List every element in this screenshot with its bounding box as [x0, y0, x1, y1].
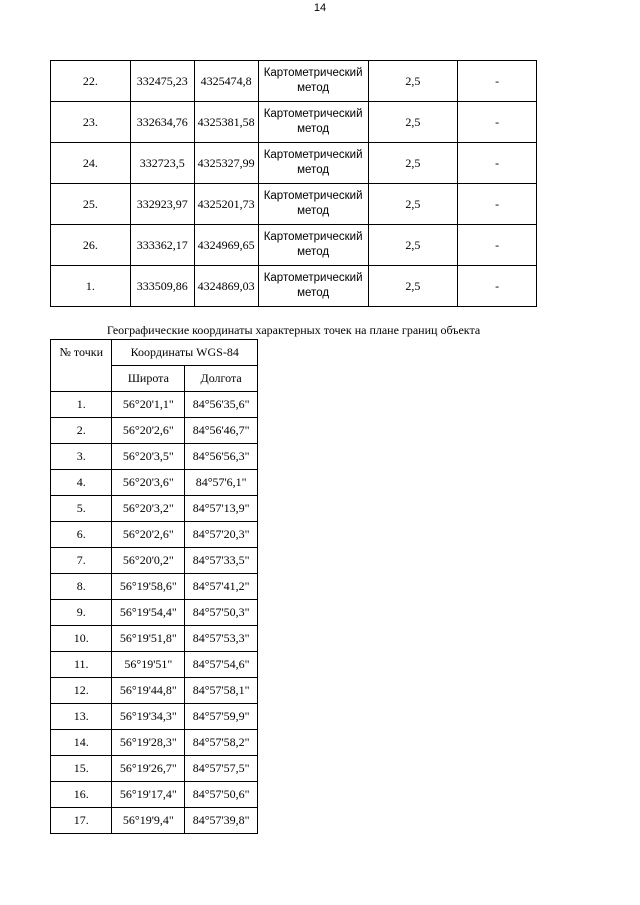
method-cell: Картометрический метод	[258, 266, 368, 307]
points-table	[50, 60, 537, 307]
longitude-cell: 84°57'53,3"	[185, 626, 258, 652]
x-coordinate-cell: 333362,17	[130, 225, 194, 266]
longitude-cell: 84°57'50,6"	[185, 782, 258, 808]
latitude-cell: 56°20'1,1"	[112, 392, 185, 418]
longitude-cell: 84°57'59,9"	[185, 704, 258, 730]
point-number-cell: 16.	[51, 782, 112, 808]
point-number-cell: 7.	[51, 548, 112, 574]
table-row	[51, 548, 258, 574]
table-row	[51, 143, 537, 184]
point-number-cell: 17.	[51, 808, 112, 834]
longitude-cell: 84°56'56,3"	[185, 444, 258, 470]
point-number-cell: 26.	[51, 225, 131, 266]
point-number-cell: 8.	[51, 574, 112, 600]
table-row	[51, 704, 258, 730]
method-cell: Картометрический метод	[258, 61, 368, 102]
table-row	[51, 730, 258, 756]
table-row	[51, 102, 537, 143]
point-number-cell: 25.	[51, 184, 131, 225]
longitude-cell: 84°57'20,3"	[185, 522, 258, 548]
geo-table-body	[51, 392, 258, 834]
table-row	[51, 808, 258, 834]
precision-cell: 2,5	[368, 225, 458, 266]
header-longitude: Долгота	[185, 366, 258, 392]
latitude-cell: 56°20'3,6"	[112, 470, 185, 496]
point-number-cell: 15.	[51, 756, 112, 782]
page-number: 14	[313, 2, 327, 14]
table-row	[51, 626, 258, 652]
method-cell: Картометрический метод	[258, 225, 368, 266]
precision-cell: 2,5	[368, 266, 458, 307]
note-cell: -	[458, 61, 537, 102]
latitude-cell: 56°19'9,4"	[112, 808, 185, 834]
table-row	[51, 444, 258, 470]
longitude-cell: 84°56'46,7"	[185, 418, 258, 444]
table-row	[51, 600, 258, 626]
latitude-cell: 56°20'0,2"	[112, 548, 185, 574]
point-number-cell: 11.	[51, 652, 112, 678]
table-row	[51, 392, 258, 418]
latitude-cell: 56°20'2,6"	[112, 522, 185, 548]
precision-cell: 2,5	[368, 102, 458, 143]
y-coordinate-cell: 4325381,58	[194, 102, 258, 143]
point-number-cell: 13.	[51, 704, 112, 730]
longitude-cell: 84°57'54,6"	[185, 652, 258, 678]
note-cell: -	[458, 102, 537, 143]
latitude-cell: 56°19'34,3"	[112, 704, 185, 730]
longitude-cell: 84°56'35,6"	[185, 392, 258, 418]
header-point-number: № точки	[51, 340, 112, 392]
method-cell: Картометрический метод	[258, 184, 368, 225]
latitude-cell: 56°20'3,5"	[112, 444, 185, 470]
point-number-cell: 14.	[51, 730, 112, 756]
y-coordinate-cell: 4324969,65	[194, 225, 258, 266]
y-coordinate-cell: 4325474,8	[194, 61, 258, 102]
longitude-cell: 84°57'41,2"	[185, 574, 258, 600]
latitude-cell: 56°20'3,2"	[112, 496, 185, 522]
point-number-cell: 4.	[51, 470, 112, 496]
table-row	[51, 470, 258, 496]
precision-cell: 2,5	[368, 143, 458, 184]
longitude-cell: 84°57'39,8"	[185, 808, 258, 834]
table-row	[51, 184, 537, 225]
geo-table-caption: Географические координаты характерных точек на плане границ объекта	[106, 323, 481, 337]
point-number-cell: 12.	[51, 678, 112, 704]
geo-coordinates-table	[50, 339, 258, 834]
geo-table-header-row	[51, 340, 258, 366]
point-number-cell: 6.	[51, 522, 112, 548]
longitude-cell: 84°57'33,5"	[185, 548, 258, 574]
longitude-cell: 84°57'50,3"	[185, 600, 258, 626]
x-coordinate-cell: 332634,76	[130, 102, 194, 143]
point-number-cell: 3.	[51, 444, 112, 470]
table-row	[51, 756, 258, 782]
header-latitude: Широта	[112, 366, 185, 392]
latitude-cell: 56°19'28,3"	[112, 730, 185, 756]
x-coordinate-cell: 332723,5	[130, 143, 194, 184]
note-cell: -	[458, 184, 537, 225]
latitude-cell: 56°19'58,6"	[112, 574, 185, 600]
y-coordinate-cell: 4325327,99	[194, 143, 258, 184]
point-number-cell: 1.	[51, 266, 131, 307]
longitude-cell: 84°57'58,1"	[185, 678, 258, 704]
points-table-body	[51, 61, 537, 307]
table-row	[51, 782, 258, 808]
point-number-cell: 9.	[51, 600, 112, 626]
table-row	[51, 266, 537, 307]
longitude-cell: 84°57'57,5"	[185, 756, 258, 782]
table-row	[51, 225, 537, 266]
point-number-cell: 23.	[51, 102, 131, 143]
note-cell: -	[458, 266, 537, 307]
note-cell: -	[458, 143, 537, 184]
longitude-cell: 84°57'58,2"	[185, 730, 258, 756]
table-row	[51, 652, 258, 678]
latitude-cell: 56°19'17,4"	[112, 782, 185, 808]
point-number-cell: 24.	[51, 143, 131, 184]
method-cell: Картометрический метод	[258, 102, 368, 143]
point-number-cell: 1.	[51, 392, 112, 418]
precision-cell: 2,5	[368, 61, 458, 102]
point-number-cell: 10.	[51, 626, 112, 652]
table-row	[51, 61, 537, 102]
latitude-cell: 56°19'54,4"	[112, 600, 185, 626]
longitude-cell: 84°57'6,1"	[185, 470, 258, 496]
longitude-cell: 84°57'13,9"	[185, 496, 258, 522]
note-cell: -	[458, 225, 537, 266]
latitude-cell: 56°19'26,7"	[112, 756, 185, 782]
x-coordinate-cell: 332923,97	[130, 184, 194, 225]
point-number-cell: 5.	[51, 496, 112, 522]
point-number-cell: 2.	[51, 418, 112, 444]
table-row	[51, 574, 258, 600]
latitude-cell: 56°19'51"	[112, 652, 185, 678]
point-number-cell: 22.	[51, 61, 131, 102]
latitude-cell: 56°19'51,8"	[112, 626, 185, 652]
latitude-cell: 56°20'2,6"	[112, 418, 185, 444]
table-row	[51, 418, 258, 444]
header-coordinates: Координаты WGS-84	[112, 340, 258, 366]
table-row	[51, 522, 258, 548]
latitude-cell: 56°19'44,8"	[112, 678, 185, 704]
precision-cell: 2,5	[368, 184, 458, 225]
x-coordinate-cell: 332475,23	[130, 61, 194, 102]
x-coordinate-cell: 333509,86	[130, 266, 194, 307]
table-row	[51, 678, 258, 704]
table-row	[51, 496, 258, 522]
y-coordinate-cell: 4324869,03	[194, 266, 258, 307]
method-cell: Картометрический метод	[258, 143, 368, 184]
y-coordinate-cell: 4325201,73	[194, 184, 258, 225]
